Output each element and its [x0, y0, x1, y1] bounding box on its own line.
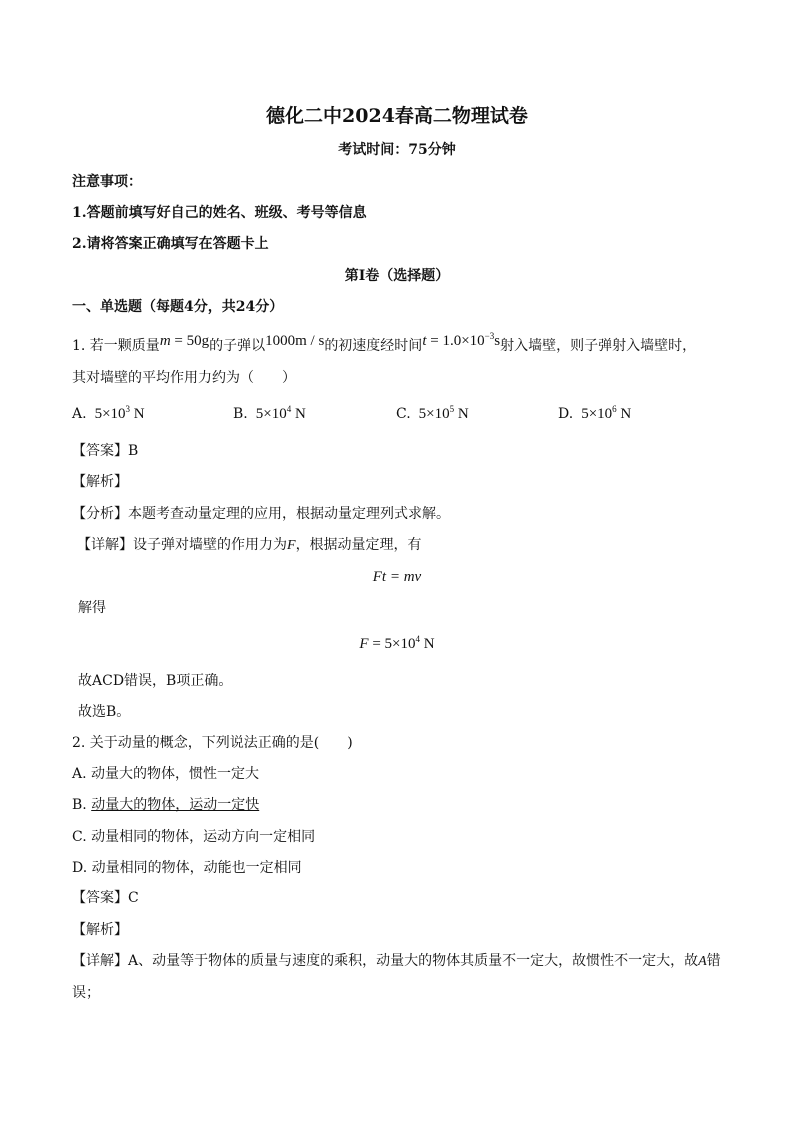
q1-detail-text-b: ，根据动量定理，有 [295, 537, 422, 553]
q1-option-a-exp: 3 [125, 404, 131, 414]
section-heading: 一、单选题（每题4分，共24分） [72, 299, 284, 315]
q1-detail-tag: 【详解】 [77, 537, 133, 553]
q1-option-b-base: 5×10 [255, 406, 287, 422]
q1-option-b-label: B. [233, 406, 248, 422]
page-title: 德化二中2024春高二物理试卷 [266, 105, 528, 127]
q1-stem-part1: 1. 若一颗质量 [72, 338, 160, 354]
q2-option-d: D. 动量相同的物体，动能也一定相同 [72, 860, 302, 876]
q1-equation-1: Ft = mv [372, 569, 422, 585]
q1-option-d-unit: N [616, 406, 632, 422]
q1-detail-text-a: 设子弹对墙壁的作用力为 [133, 537, 287, 553]
q1-eq2-exp: 4 [415, 634, 420, 644]
q1-equation-2 [0, 634, 794, 654]
q1-conclusion: 故ACD错误，B项正确。 [78, 673, 233, 689]
q1-eq2-unit: N [420, 636, 435, 652]
q1-mass-val: = 50g [170, 333, 210, 349]
q2-option-b [72, 795, 259, 815]
volume-heading: 第I卷（选择题） [344, 268, 450, 284]
q1-option-b [233, 404, 306, 424]
q1-option-d-label: D. [558, 406, 574, 422]
q2-detail-var: A [698, 954, 707, 969]
q1-option-c-unit: N [454, 406, 469, 422]
q1-mass [160, 333, 209, 349]
q1-option-b-exp: 4 [286, 404, 292, 414]
q1-option-c-value [419, 406, 469, 422]
q2-answer [72, 888, 139, 908]
notes-heading: 注意事项： [72, 174, 142, 190]
q2-detail-line2: 误； [72, 985, 100, 1001]
q1-stem-part2: 的子弹以 [209, 338, 266, 354]
q1-time-var: t [422, 333, 427, 349]
q1-time-unit: s [494, 333, 501, 349]
q2-detail [72, 951, 721, 972]
q1-option-a-label: A. [72, 406, 87, 422]
q2-option-b-label: B. [72, 797, 92, 813]
q1-time [422, 333, 500, 349]
q1-fenxi-text: 本题考查动量定理的应用，根据动量定理列式求解。 [128, 506, 450, 522]
q1-option-d-exp: 6 [612, 404, 617, 414]
q1-stem-part4: 射入墙壁，则子弹射入墙壁时， [500, 338, 697, 354]
q1-fenxi-tag: 【分析】 [72, 506, 128, 522]
q1-option-d-value [581, 406, 631, 422]
q1-answer [72, 441, 138, 461]
q1-mass-var: m [159, 333, 171, 349]
q1-time-val: = 1.0×10 [426, 333, 485, 349]
notes-item-1: 1.答题前填写好自己的姓名、班级、考号等信息 [72, 205, 367, 221]
q1-option-d-base: 5×10 [581, 406, 613, 422]
q1-eq2-val: = 5×10 [368, 636, 416, 652]
q1-eq2-var: F [359, 636, 369, 652]
q1-choose: 故选B。 [78, 704, 131, 720]
q1-option-b-value [256, 406, 306, 422]
q1-detail-var: F [287, 538, 296, 553]
exam-time: 考试时间：75分钟 [338, 142, 456, 158]
q1-stem-line1 [72, 331, 697, 356]
q1-time-exp: −3 [484, 331, 495, 341]
q1-option-c-base: 5×10 [418, 406, 450, 422]
q1-stem-part3: 的初速度经时间 [324, 338, 423, 354]
q2-option-a: A. 动量大的物体，惯性一定大 [72, 766, 260, 782]
q1-option-a-value [95, 406, 145, 422]
q1-option-b-unit: N [291, 406, 306, 422]
q2-option-c: C. 动量相同的物体，运动方向一定相同 [72, 829, 316, 845]
q1-velocity: 1000m / s [265, 333, 325, 349]
q1-fenxi [72, 504, 450, 524]
notes-item-2: 2.请将答案正确填写在答题卡上 [72, 236, 269, 252]
q2-detail-text-b: 错 [706, 953, 721, 969]
q1-option-c-exp: 5 [449, 404, 455, 414]
q2-stem: 2. 关于动量的概念，下列说法正确的是( ) [72, 735, 353, 751]
q1-answer-tag: 【答案】 [72, 443, 128, 459]
q1-option-a-base: 5×10 [94, 406, 126, 422]
q1-detail [77, 535, 422, 556]
q2-answer-value: C [128, 890, 139, 906]
q2-analysis-tag: 【解析】 [72, 922, 128, 938]
q1-option-a [72, 404, 145, 424]
q2-detail-tag: 【详解】 [72, 953, 128, 969]
q1-answer-value: B [128, 443, 139, 459]
q1-option-d [558, 404, 631, 424]
q1-option-c [396, 404, 469, 424]
q2-answer-tag: 【答案】 [72, 890, 128, 906]
q1-jiede: 解得 [78, 600, 106, 616]
q1-option-c-label: C. [396, 406, 411, 422]
q1-stem-line2: 其对墙壁的平均作用力约为（ ） [72, 370, 296, 386]
q1-option-a-unit: N [130, 406, 145, 422]
q1-analysis-tag: 【解析】 [72, 474, 128, 490]
q2-detail-text-a: A、动量等于物体的质量与速度的乘积，动量大的物体其质量不一定大，故惯性不一定大，故 [128, 953, 699, 969]
q2-option-b-text: 动量大的物体，运动一定快 [91, 797, 260, 813]
